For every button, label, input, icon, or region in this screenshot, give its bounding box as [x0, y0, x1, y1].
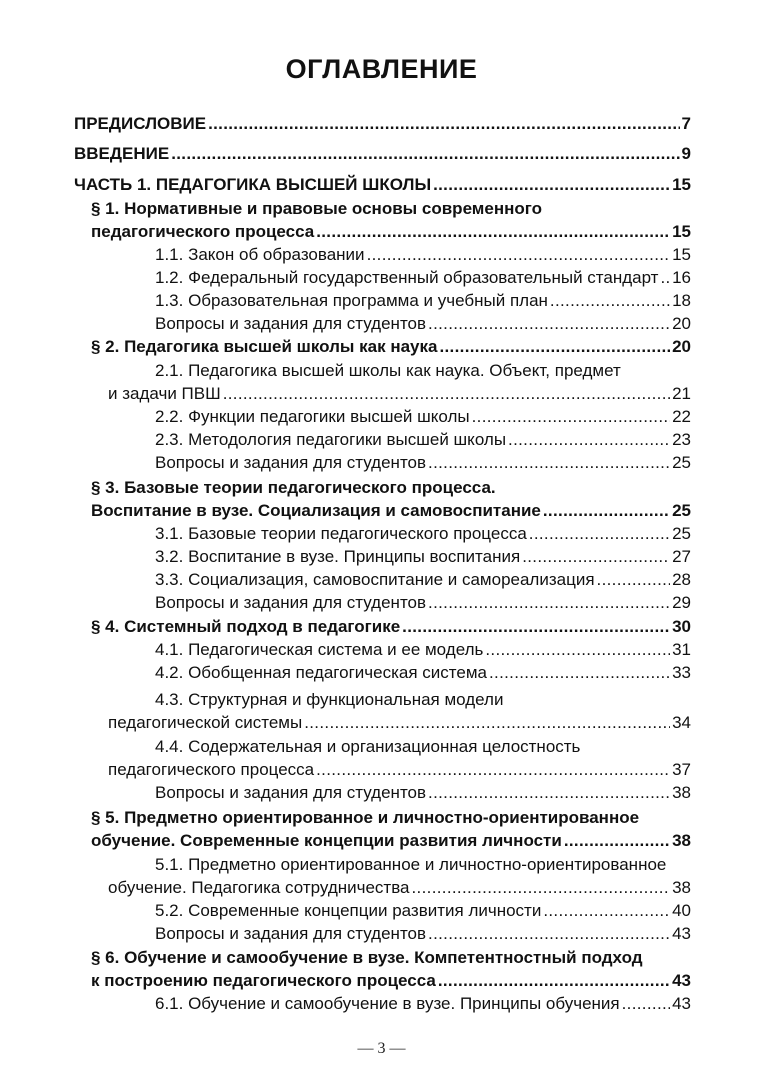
dot-leader: [543, 901, 670, 921]
page-number: 22: [672, 407, 691, 426]
toc-subsection-4-1[interactable]: 4.1. Педагогическая система и ее модель . . . 31: [155, 637, 691, 660]
dot-leader: [412, 878, 671, 898]
toc-entry-intro[interactable]: ВВЕДЕНИЕ . . . 9: [74, 141, 691, 164]
toc-subsection-3-1[interactable]: 3.1. Базовые теории педагогического процесса . . . 25: [155, 521, 691, 544]
toc-subsection-2-1-line1[interactable]: 2.1. Педагогика высшей школы как наука. Объект, предмет: [155, 361, 621, 380]
toc-section-6-line1[interactable]: § 6. Обучение и самообучение в вузе. Компетентностный подход: [91, 948, 643, 967]
page-number: 40: [672, 901, 691, 920]
dot-leader: [508, 430, 670, 450]
toc-subsection-2-2[interactable]: 2.2. Функции педагогики высшей школы . . . 22: [155, 404, 691, 427]
toc-subsection-4-4[interactable]: педагогического процесса . . . 37: [108, 757, 691, 780]
page-number: 20: [672, 337, 691, 356]
toc-subsection-2-1[interactable]: и задачи ПВШ . . . 21: [108, 381, 691, 404]
toc-subsection-4-4-line1[interactable]: 4.4. Содержательная и организационная целостность: [155, 737, 581, 756]
page-number: 38: [672, 783, 691, 802]
page-number: 15: [672, 245, 691, 264]
page-number: 38: [672, 831, 691, 850]
dot-leader: [428, 783, 670, 803]
dot-leader: [428, 314, 670, 334]
dot-leader: [522, 547, 670, 567]
toc-entry-preface[interactable]: ПРЕДИСЛОВИЕ . . . 7: [74, 111, 691, 134]
page-number: 43: [672, 994, 691, 1013]
page-number: 43: [672, 971, 691, 990]
dot-leader: [316, 760, 670, 780]
toc-subsection-1-2[interactable]: 1.2. Федеральный государственный образовательный стандарт . . . 16: [155, 265, 691, 288]
toc-entry-part1[interactable]: ЧАСТЬ 1. ПЕДАГОГИКА ВЫСШЕЙ ШКОЛЫ . . . 15: [74, 172, 691, 195]
toc-section-2[interactable]: § 2. Педагогика высшей школы как наука . . . 20: [91, 334, 691, 357]
toc-questions-3[interactable]: Вопросы и задания для студентов . . . 29: [155, 590, 691, 613]
page-number: 28: [672, 570, 691, 589]
page-number: 29: [672, 593, 691, 612]
toc-section-3[interactable]: Воспитание в вузе. Социализация и самовоспитание . . . 25: [91, 498, 691, 521]
page-number: 33: [672, 663, 691, 682]
toc-subsection-4-3-line1[interactable]: 4.3. Структурная и функциональная модели: [155, 690, 504, 709]
page-number: 37: [672, 760, 691, 779]
toc-section-3-line1[interactable]: § 3. Базовые теории педагогического процесса.: [91, 478, 496, 497]
page-number: 25: [672, 501, 691, 520]
dot-leader: [316, 222, 670, 242]
dot-leader: [433, 175, 670, 195]
dot-leader: [489, 663, 670, 683]
toc-section-5-line1[interactable]: § 5. Предметно ориентированное и личностно-ориентированное: [91, 808, 640, 827]
dot-leader: [485, 640, 670, 660]
toc-subsection-5-1-line1[interactable]: 5.1. Предметно ориентированное и личностно-ориентированное: [155, 855, 667, 874]
dot-leader: [304, 713, 670, 733]
page-title: ОГЛАВЛЕНИЕ: [285, 54, 478, 84]
toc-section-1-line1[interactable]: § 1. Нормативные и правовые основы современного: [91, 199, 542, 218]
toc-questions-1[interactable]: Вопросы и задания для студентов . . . 20: [155, 311, 691, 334]
toc-subsection-4-2[interactable]: 4.2. Обобщенная педагогическая система . . . 33: [155, 660, 691, 683]
page-number: 27: [672, 547, 691, 566]
toc-questions-5[interactable]: Вопросы и задания для студентов . . . 43: [155, 921, 691, 944]
page-number: 9: [681, 144, 691, 163]
toc-section-1[interactable]: педагогического процесса . . . 15: [91, 219, 691, 242]
page-number: 20: [672, 314, 691, 333]
toc-section-5[interactable]: обучение. Современные концепции развития личности . . . 38: [91, 828, 691, 851]
toc-questions-4[interactable]: Вопросы и задания для студентов . . . 38: [155, 780, 691, 803]
page-number: 18: [672, 291, 691, 310]
dot-leader: [428, 453, 670, 473]
page-number: 16: [672, 268, 691, 287]
page-number: 15: [672, 222, 691, 241]
dot-leader: [208, 114, 679, 134]
toc-subsection-5-1[interactable]: обучение. Педагогика сотрудничества . . . 38: [108, 875, 691, 898]
dot-leader: [439, 337, 670, 357]
toc-subsection-5-2[interactable]: 5.2. Современные концепции развития личности . . . 40: [155, 898, 691, 921]
dot-leader: [529, 524, 670, 544]
dot-leader: [543, 501, 670, 521]
page-number: 25: [672, 524, 691, 543]
toc-subsection-6-1[interactable]: 6.1. Обучение и самообучение в вузе. Принципы обучения . . . 43: [155, 991, 691, 1014]
toc-subsection-3-3[interactable]: 3.3. Социализация, самовоспитание и самореализация . . . 28: [155, 567, 691, 590]
page-number: 15: [672, 175, 691, 194]
dot-leader: [367, 245, 671, 265]
page-number: 43: [672, 924, 691, 943]
dot-leader: [660, 268, 670, 288]
toc-section-6[interactable]: к построению педагогического процесса . . . 43: [91, 968, 691, 991]
page-number: 21: [672, 384, 691, 403]
dot-leader: [550, 291, 670, 311]
page-number: 23: [672, 430, 691, 449]
toc-section-4[interactable]: § 4. Системный подход в педагогике . . . 30: [91, 614, 691, 637]
toc-subsection-4-3[interactable]: педагогической системы . . . 34: [108, 710, 691, 733]
page-number: 31: [672, 640, 691, 659]
dot-leader: [597, 570, 671, 590]
page-number: 7: [681, 114, 691, 133]
toc-subsection-1-1[interactable]: 1.1. Закон об образовании . . . 15: [155, 242, 691, 265]
dot-leader: [622, 994, 670, 1014]
dot-leader: [438, 971, 670, 991]
dot-leader: [428, 924, 670, 944]
toc-subsection-3-2[interactable]: 3.2. Воспитание в вузе. Принципы воспитания . . . 27: [155, 544, 691, 567]
toc-questions-2[interactable]: Вопросы и задания для студентов . . . 25: [155, 450, 691, 473]
page-footer-number: — 3 —: [357, 1040, 406, 1057]
dot-leader: [564, 831, 670, 851]
page-number: 30: [672, 617, 691, 636]
dot-leader: [472, 407, 670, 427]
page-number: 38: [672, 878, 691, 897]
dot-leader: [428, 593, 670, 613]
toc-subsection-2-3[interactable]: 2.3. Методология педагогики высшей школы . . . 23: [155, 427, 691, 450]
toc-subsection-1-3[interactable]: 1.3. Образовательная программа и учебный план . . . 18: [155, 288, 691, 311]
dot-leader: [223, 384, 670, 404]
page-number: 34: [672, 713, 691, 732]
dot-leader: [402, 617, 670, 637]
dot-leader: [171, 144, 679, 164]
page-number: 25: [672, 453, 691, 472]
